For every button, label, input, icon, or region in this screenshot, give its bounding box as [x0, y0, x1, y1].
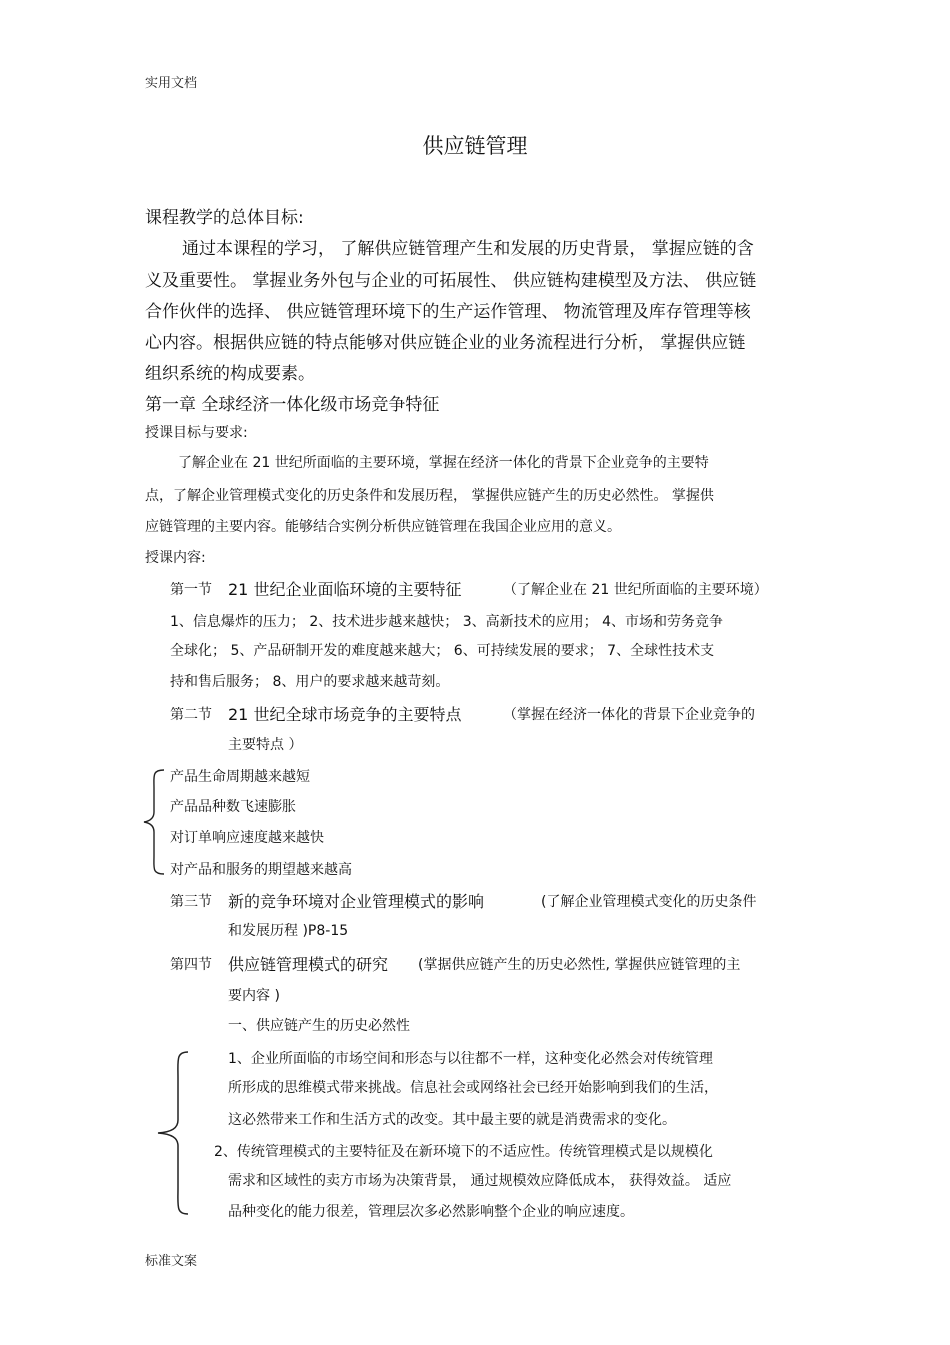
- overall-line: 通过本课程的学习， 了解供应链管理产生和发展的历史背景， 掌握应链的含: [182, 239, 754, 259]
- curly-brace-icon: [140, 768, 170, 876]
- section-label: 第四节: [170, 957, 212, 973]
- goal-line: 应链管理的主要内容。能够结合实例分析供应链管理在我国企业应用的意义。: [145, 519, 621, 535]
- overall-heading: 课程教学的总体目标:: [145, 208, 304, 228]
- section-label: 第二节: [170, 707, 212, 723]
- section-line: 全球化； 5、产品研制开发的难度越来越大； 6、可持续发展的要求； 7、全球性技术支: [170, 643, 715, 659]
- section-note: (了解企业管理模式变化的历史条件: [541, 894, 757, 910]
- overall-line: 义及重要性。 掌握业务外包与企业的可拓展性、 供应链构建模型及方法、 供应链: [145, 271, 757, 291]
- paragraph-line: 这必然带来工作和生活方式的改变。其中最主要的就是消费需求的变化。: [228, 1112, 676, 1128]
- paragraph-line: 需求和区域性的卖方市场为决策背景， 通过规模效应降低成本， 获得效益。 适应: [228, 1173, 732, 1189]
- overall-line: 合作伙伴的选择、 供应链管理环境下的生产运作管理、 物流管理及库存管理等核: [145, 302, 751, 322]
- section-note-cont: 要内容 ): [228, 988, 280, 1004]
- section-note: （掌握在经济一体化的背景下企业竞争的: [503, 707, 755, 723]
- section-label: 第一节: [170, 582, 212, 598]
- section-line: 持和售后服务； 8、用户的要求越来越苛刻。: [170, 674, 450, 690]
- document-title: 供应链管理: [422, 134, 528, 158]
- section-note: (掌据供应链产生的历史必然性, 掌握供应链管理的主: [418, 957, 741, 973]
- section-title: 21 世纪全球市场竞争的主要特点: [228, 705, 462, 724]
- goal-line: 了解企业在 21 世纪所面临的主要环境，掌握在经济一体化的背景下企业竞争的主要特: [178, 455, 709, 471]
- section-label: 第三节: [170, 894, 212, 910]
- section-note-cont: 主要特点 ）: [228, 737, 303, 753]
- section-title: 供应链管理模式的研究: [228, 955, 389, 974]
- overall-line: 组织系统的构成要素。: [145, 364, 315, 384]
- content-heading: 授课内容:: [145, 550, 206, 566]
- list-item: 对订单响应速度越来越快: [170, 830, 324, 846]
- section-line: 1、信息爆炸的压力； 2、技术进步越来越快； 3、高新技术的应用； 4、市场和劳务竞争: [170, 614, 723, 630]
- page-footer: 标准文案: [145, 1254, 198, 1269]
- sub-heading: 一、供应链产生的历史必然性: [228, 1018, 410, 1034]
- paragraph-line: 所形成的思维模式带来挑战。信息社会或网络社会已经开始影响到我们的生活，: [228, 1080, 718, 1096]
- goal-line: 点，了解企业管理模式变化的历史条件和发展历程， 掌握供应链产生的历史必然性。 掌握供: [145, 488, 714, 504]
- list-item: 产品品种数飞速膨胀: [170, 799, 296, 815]
- overall-line: 心内容。根据供应链的特点能够对供应链企业的业务流程进行分析， 掌握供应链: [145, 333, 746, 353]
- page-header: 实用文档: [145, 76, 198, 91]
- section-note-cont: 和发展历程 )P8-15: [228, 923, 349, 939]
- section-note: （了解企业在 21 世纪所面临的主要环境）: [503, 582, 768, 598]
- paragraph-line: 1、企业所面临的市场空间和形态与以往都不一样，这种变化必然会对传统管理: [228, 1051, 713, 1067]
- section-title: 新的竞争环境对企业管理模式的影响: [228, 892, 485, 911]
- goal-heading: 授课目标与要求:: [145, 425, 248, 441]
- paragraph-line: 品种变化的能力很差，管理层次多必然影响整个企业的响应速度。: [228, 1204, 634, 1220]
- chapter-title: 第一章 全球经济一体化级市场竞争特征: [145, 395, 440, 415]
- paragraph-line: 2、传统管理模式的主要特征及在新环境下的不适应性。传统管理模式是以规模化: [214, 1144, 713, 1160]
- section-title: 21 世纪企业面临环境的主要特征: [228, 580, 462, 599]
- list-item: 产品生命周期越来越短: [170, 769, 310, 785]
- curly-brace-icon: [150, 1050, 190, 1216]
- list-item: 对产品和服务的期望越来越高: [170, 862, 352, 878]
